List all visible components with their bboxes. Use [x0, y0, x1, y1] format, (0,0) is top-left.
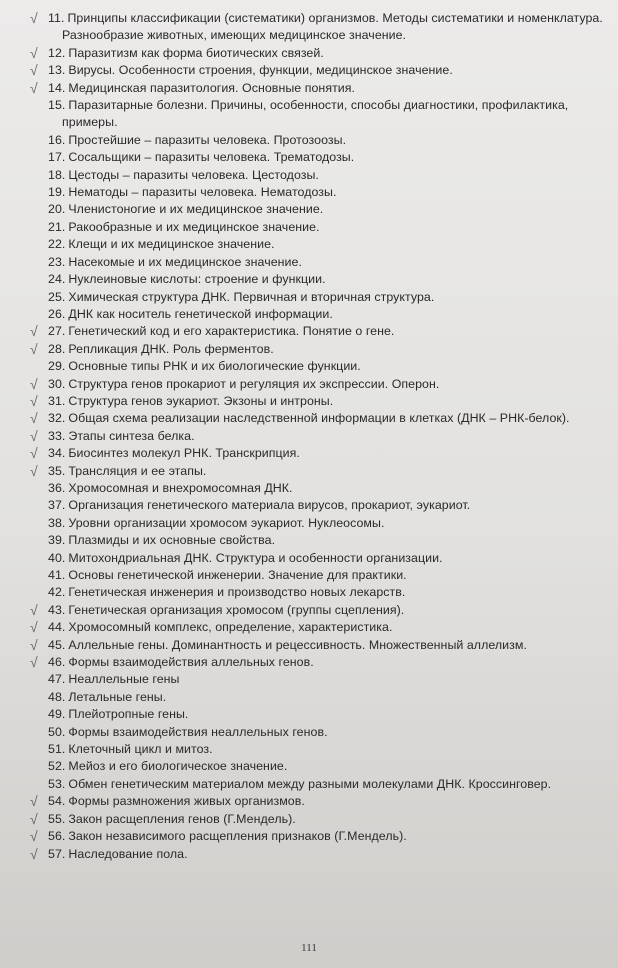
item-number: 29. [48, 359, 66, 374]
item-number: 22. [48, 237, 66, 252]
list-item [0, 619, 618, 636]
list-item [0, 480, 618, 497]
list-item [0, 584, 618, 601]
item-number: 44. [48, 620, 66, 635]
handwritten-checkmark-icon: √ [30, 654, 38, 671]
item-text: Цестоды – паразиты человека. Цестодозы. [68, 167, 319, 182]
list-item [0, 758, 618, 775]
item-number: 40. [48, 550, 66, 565]
item-text: Ракообразные и их медицинское значение. [68, 219, 320, 234]
item-text: Простейшие – паразиты человека. Протозоозы. [68, 132, 347, 147]
handwritten-checkmark-icon: √ [30, 619, 38, 636]
item-text: Химическая структура ДНК. Первичная и вторичная структура. [68, 289, 435, 304]
item-number: 19. [48, 185, 66, 200]
item-text: Закон независимого расщепления признаков (Г.Мендель). [68, 829, 407, 844]
list-item [0, 236, 618, 253]
list-item [0, 671, 618, 688]
handwritten-checkmark-icon: √ [30, 323, 38, 340]
item-number: 38. [48, 515, 66, 530]
item-text: Летальные гены. [68, 689, 167, 704]
item-text: Вирусы. Особенности строения, функции, медицинское значение. [68, 63, 453, 78]
list-item [0, 637, 618, 654]
list-item [0, 567, 618, 584]
item-text: Репликация ДНК. Роль ферментов. [68, 341, 274, 356]
item-text: Плазмиды и их основные свойства. [68, 533, 276, 548]
page-number: 111 [301, 942, 317, 954]
item-number: 39. [48, 533, 66, 548]
item-text: Этапы синтеза белка. [68, 428, 195, 443]
handwritten-checkmark-icon: √ [30, 793, 38, 810]
handwritten-checkmark-icon: √ [30, 445, 38, 462]
list-item [0, 254, 618, 271]
item-number: 12. [48, 45, 66, 60]
item-text: Паразитарные болезни. Причины, особенности, способы диагностики, профилактика, примеры. [62, 98, 569, 130]
item-number: 50. [48, 724, 66, 739]
item-text: Основные типы РНК и их биологические функции. [68, 359, 361, 374]
item-number: 24. [48, 272, 66, 287]
item-text: Обмен генетическим материалом между разными молекулами ДНК. Кроссинговер. [68, 776, 552, 791]
item-text: Мейоз и его биологическое значение. [68, 759, 288, 774]
item-text: Уровни организации хромосом эукариот. Нуклеосомы. [68, 515, 385, 530]
handwritten-checkmark-icon: √ [30, 828, 38, 845]
handwritten-checkmark-icon: √ [30, 10, 38, 26]
question-list [0, 10, 618, 863]
list-item [0, 515, 618, 532]
item-number: 32. [48, 411, 66, 426]
item-number: 26. [48, 306, 66, 321]
item-number: 41. [48, 568, 66, 582]
item-number: 31. [48, 393, 66, 408]
list-item [0, 80, 618, 97]
list-item [0, 358, 618, 375]
list-item [0, 497, 618, 514]
list-item [0, 654, 618, 671]
item-number: 15. [48, 98, 66, 113]
item-number: 42. [48, 585, 66, 600]
item-text: Нематоды – паразиты человека. Нематодозы. [68, 185, 337, 200]
item-text: Генетическая организация хромосом (группы сцепления). [68, 602, 405, 617]
item-number: 55. [48, 811, 66, 826]
handwritten-checkmark-icon: √ [30, 44, 38, 61]
item-number: 36. [48, 480, 66, 495]
handwritten-checkmark-icon: √ [30, 462, 38, 479]
item-text: Закон расщепления генов (Г.Мендель). [68, 811, 296, 826]
item-number: 21. [48, 219, 66, 234]
item-text: Плейотропные гены. [68, 707, 189, 722]
handwritten-checkmark-icon: √ [30, 427, 38, 444]
list-item [0, 62, 618, 79]
item-text: Принципы классификации (систематики) организмов. Методы систематики и номенклатура. Разнообразие животных, имеющих медицинское значение. [62, 11, 603, 43]
item-number: 28. [48, 341, 66, 356]
list-item [0, 602, 618, 619]
list-item [0, 550, 618, 567]
item-text: Клещи и их медицинское значение. [68, 237, 275, 252]
list-item [0, 271, 618, 288]
item-number: 57. [48, 846, 66, 861]
item-text: Членистоногие и их медицинское значение. [68, 202, 324, 217]
item-text: Биосинтез молекул РНК. Транскрипция. [68, 446, 300, 461]
item-text: Клеточный цикл и митоз. [68, 742, 213, 757]
item-text: Хромосомная и внехромосомная ДНК. [68, 480, 293, 495]
list-item [0, 846, 618, 863]
list-item [0, 219, 618, 236]
list-item [0, 689, 618, 706]
item-number: 45. [48, 637, 66, 652]
item-number: 13. [48, 63, 66, 78]
item-text: Митохондриальная ДНК. Структура и особенности организации. [68, 550, 443, 565]
item-number: 16. [48, 132, 66, 147]
item-text: Аллельные гены. Доминантность и рецессивность. Множественный аллелизм. [68, 637, 527, 652]
item-number: 23. [48, 254, 66, 269]
list-item [0, 132, 618, 149]
list-item [0, 428, 618, 445]
list-item [0, 741, 618, 758]
item-text: Наследование пола. [68, 846, 188, 861]
handwritten-checkmark-icon: √ [30, 62, 38, 79]
list-item [0, 811, 618, 828]
item-text: Насекомые и их медицинское значение. [68, 254, 302, 269]
item-text: Паразитизм как форма биотических связей. [68, 45, 324, 60]
list-item [0, 793, 618, 810]
list-item [0, 45, 618, 62]
list-item [0, 323, 618, 340]
item-text: Формы размножения живых организмов. [68, 794, 305, 809]
list-item [0, 410, 618, 427]
item-number: 53. [48, 776, 66, 791]
handwritten-checkmark-icon: √ [30, 340, 38, 357]
item-text: Структура генов прокариот и регуляция их экспрессии. Оперон. [68, 376, 440, 391]
list-item [0, 376, 618, 393]
item-text: Формы взаимодействия аллельных генов. [68, 655, 314, 670]
handwritten-checkmark-icon: √ [30, 392, 38, 409]
item-text: Общая схема реализации наследственной информации в клетках (ДНК – РНК-белок). [68, 411, 570, 426]
list-item [0, 10, 618, 45]
handwritten-checkmark-icon: √ [30, 410, 38, 427]
list-item [0, 97, 618, 132]
item-number: 30. [48, 376, 66, 391]
list-item [0, 289, 618, 306]
list-item [0, 532, 618, 549]
item-text: Нуклеиновые кислоты: строение и функции. [68, 272, 326, 287]
list-item [0, 149, 618, 166]
item-number: 49. [48, 707, 66, 722]
item-number: 20. [48, 202, 66, 217]
item-number: 34. [48, 446, 66, 461]
item-text: ДНК как носитель генетической информации. [68, 306, 333, 321]
item-number: 33. [48, 428, 66, 443]
item-text: Неаллельные гены [68, 672, 180, 687]
item-text: Сосальщики – паразиты человека. Трематодозы. [68, 150, 355, 165]
list-item [0, 445, 618, 462]
item-number: 11. [48, 11, 65, 25]
item-number: 46. [48, 655, 66, 670]
handwritten-checkmark-icon: √ [30, 79, 38, 96]
list-item [0, 776, 618, 793]
list-item [0, 184, 618, 201]
handwritten-checkmark-icon: √ [30, 636, 38, 653]
item-number: 27. [48, 324, 66, 339]
item-number: 48. [48, 689, 66, 704]
item-text: Хромосомный комплекс, определение, характеристика. [68, 620, 393, 635]
item-number: 35. [48, 463, 66, 478]
list-item [0, 201, 618, 218]
list-item [0, 828, 618, 845]
item-number: 18. [48, 167, 66, 182]
item-number: 54. [48, 794, 66, 809]
item-text: Организация генетического материала вирусов, прокариот, эукариот. [68, 498, 471, 513]
list-item [0, 393, 618, 410]
item-text: Трансляция и ее этапы. [68, 463, 207, 478]
item-text: Структура генов эукариот. Экзоны и интроны. [68, 393, 334, 408]
item-text: Медицинская паразитология. Основные понятия. [68, 80, 356, 95]
item-number: 14. [48, 80, 66, 95]
item-number: 56. [48, 829, 66, 844]
item-number: 17. [48, 150, 66, 165]
item-text: Генетический код и его характеристика. Понятие о гене. [68, 324, 395, 339]
item-number: 43. [48, 602, 66, 617]
item-text: Генетическая инженерия и производство новых лекарств. [68, 585, 406, 600]
item-number: 47. [48, 672, 66, 687]
item-number: 51. [48, 742, 66, 757]
handwritten-checkmark-icon: √ [30, 810, 38, 827]
item-text: Основы генетической инженерии. Значение для практики. [68, 568, 407, 582]
list-item [0, 306, 618, 323]
item-text: Формы взаимодействия неаллельных генов. [68, 724, 328, 739]
list-item [0, 167, 618, 184]
list-item [0, 463, 618, 480]
item-number: 37. [48, 498, 66, 513]
item-number: 52. [48, 759, 66, 774]
list-item [0, 341, 618, 358]
list-item [0, 706, 618, 723]
list-item [0, 724, 618, 741]
handwritten-checkmark-icon: √ [30, 601, 38, 618]
handwritten-checkmark-icon: √ [30, 845, 38, 862]
item-number: 25. [48, 289, 66, 304]
handwritten-checkmark-icon: √ [30, 375, 38, 392]
